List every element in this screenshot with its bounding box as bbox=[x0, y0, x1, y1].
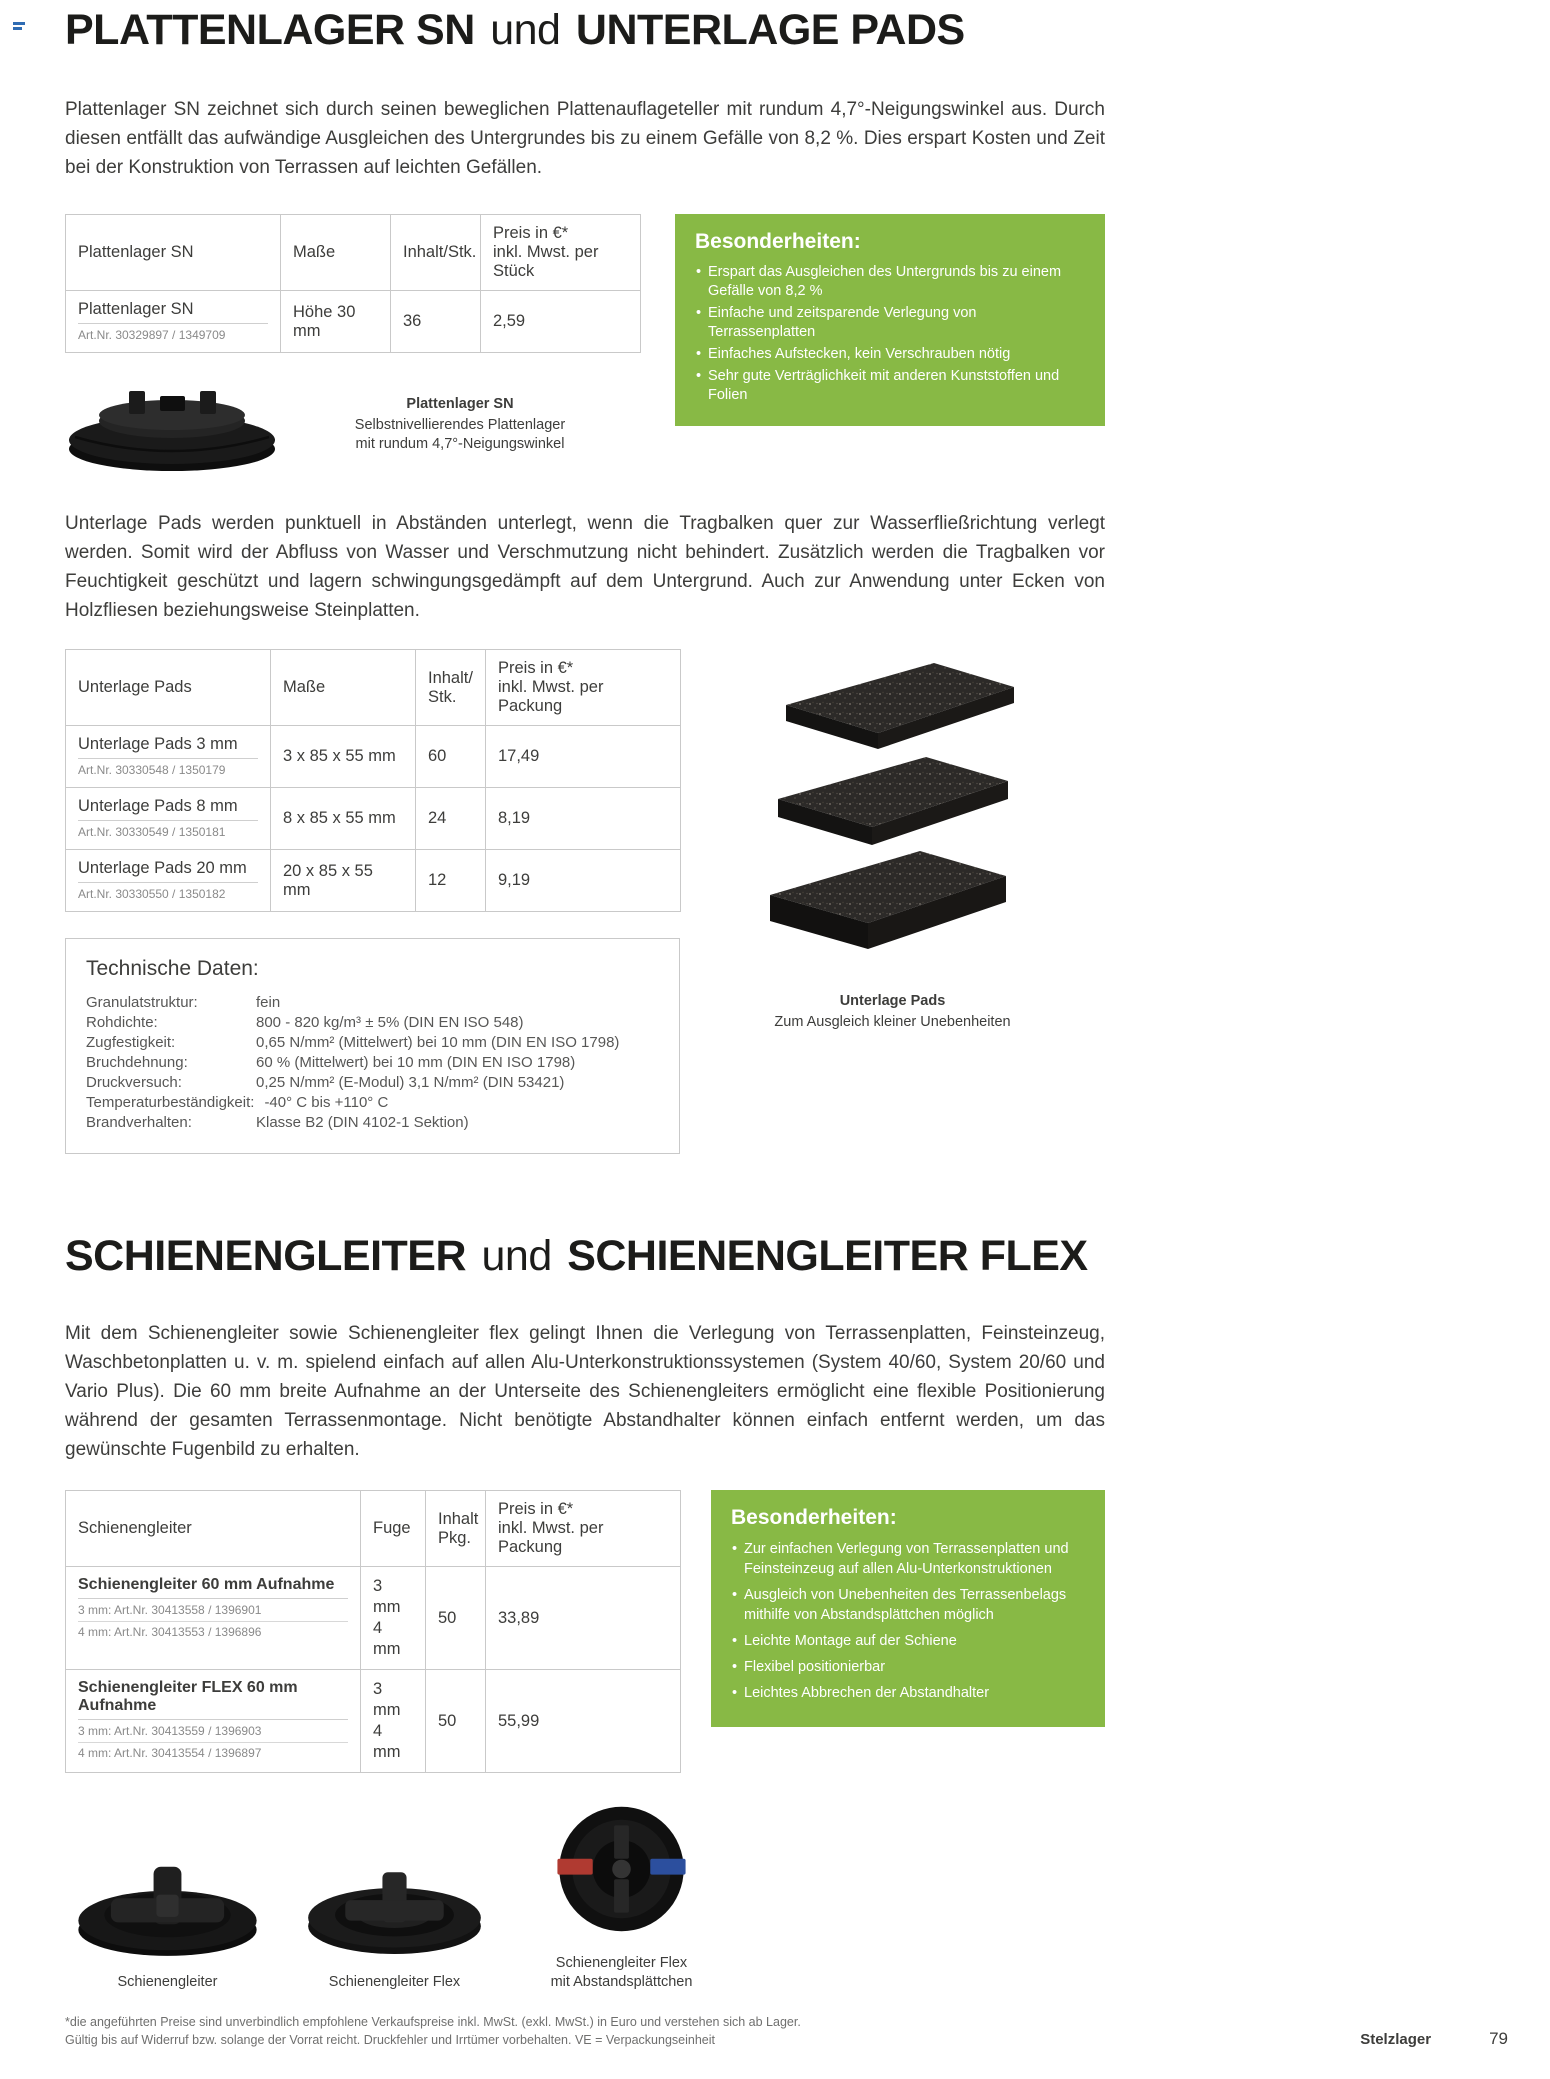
plattenlager-product-image bbox=[65, 369, 280, 479]
feature-item: • Leichte Montage auf der Schiene bbox=[731, 1631, 1085, 1651]
plattenlager-intro-paragraph: Plattenlager SN zeichnet sich durch seinen beweglichen Plattenauflageteller mit rundum 4,7°-Neigungswinkel aus. Durch diesen entfällt das aufwändige Ausgleichen des Untergrundes bis zu einem Gefälle von 8,2 %. Dies erspart Kosten und Zeit bei der Konstruktion von Terrassen auf leichten Gefällen. bbox=[65, 99, 1105, 179]
plattenlager-table bbox=[65, 214, 641, 353]
table-row bbox=[66, 788, 681, 850]
technische-daten-title: Technische Daten: bbox=[86, 957, 259, 981]
tech-label: Bruchdehnung: bbox=[86, 1054, 188, 1072]
page-info bbox=[1360, 2029, 1508, 2049]
table-row bbox=[66, 850, 681, 912]
product-artnr: Art.Nr. 30330549 / 1350181 bbox=[78, 825, 226, 840]
preis-cell: 17,49 bbox=[486, 726, 681, 788]
masse-cell: 8 x 85 x 55 mm bbox=[271, 788, 416, 850]
feature-item: • Flexibel positionierbar bbox=[731, 1657, 1085, 1677]
gallery-caption: Schienengleiter bbox=[117, 1974, 218, 1991]
gallery-caption-line: Schienengleiter Flex bbox=[555, 1955, 688, 1972]
title-strong-4: SCHIENENGLEITER FLEX bbox=[567, 1232, 1088, 1281]
caption-line: mit rundum 4,7°-Neigungswinkel bbox=[355, 435, 565, 452]
inhalt-cell: 24 bbox=[416, 788, 486, 850]
column-header-masse: Maße bbox=[281, 215, 391, 291]
schienengleiter-flex-image bbox=[297, 1846, 492, 1958]
column-header-preis bbox=[486, 650, 681, 726]
tech-row bbox=[86, 1053, 659, 1073]
fuge-value: 4 mm bbox=[373, 1619, 401, 1659]
column-header-product: Unterlage Pads bbox=[66, 650, 271, 726]
gallery-caption bbox=[519, 1954, 724, 1992]
plattenlager-left-column bbox=[65, 182, 640, 479]
besonderheiten-list bbox=[695, 263, 1085, 405]
tech-value: 0,65 N/mm² (Mittelwert) bei 10 mm (DIN EN ISO 1798) bbox=[256, 1034, 620, 1052]
inhalt-cell: 50 bbox=[426, 1567, 486, 1670]
caption-title: Unterlage Pads bbox=[839, 993, 946, 1010]
preis-header-line1: Preis in €* bbox=[498, 1500, 574, 1519]
schienengleiter-table bbox=[65, 1490, 681, 1773]
product-name: Schienengleiter 60 mm Aufnahme bbox=[78, 1576, 348, 1599]
pads-illustration bbox=[768, 661, 1018, 971]
preis-cell: 9,19 bbox=[486, 850, 681, 912]
table-header-row bbox=[66, 1491, 681, 1567]
preis-cell: 55,99 bbox=[486, 1670, 681, 1773]
product-artnr: 4 mm: Art.Nr. 30413553 / 1396896 bbox=[78, 1625, 262, 1640]
product-cell bbox=[66, 788, 271, 850]
inhalt-cell: 60 bbox=[416, 726, 486, 788]
pads-left-column bbox=[65, 649, 680, 1154]
tech-label: Brandverhalten: bbox=[86, 1114, 192, 1132]
tech-row bbox=[86, 1033, 659, 1053]
plattenlager-image-caption bbox=[280, 395, 640, 454]
gallery-item bbox=[519, 1799, 724, 1992]
column-header-fuge: Fuge bbox=[361, 1491, 426, 1567]
table-row bbox=[66, 1670, 681, 1773]
preis-cell: 2,59 bbox=[481, 291, 641, 353]
schienengleiter-flex-abstandsplaettchen-image bbox=[524, 1799, 719, 1939]
pads-right-column bbox=[680, 649, 1105, 1032]
product-cell bbox=[66, 726, 271, 788]
gallery-item bbox=[65, 1846, 270, 1992]
column-header-product: Plattenlager SN bbox=[66, 215, 281, 291]
footnote-line: *die angeführten Preise sind unverbindlich empfohlene Verkaufspreise inkl. MwSt. (exkl. MwSt.) in Euro und verstehen sich ab Lager. bbox=[65, 2015, 801, 2029]
tech-row bbox=[86, 1073, 659, 1093]
tech-row bbox=[86, 1093, 659, 1113]
plattenlager-product-strip bbox=[65, 369, 640, 479]
feature-item: • Erspart das Ausgleichen des Untergrunds bis zu einem Gefälle von 8,2 % bbox=[695, 263, 1085, 301]
column-header-inhalt bbox=[426, 1491, 486, 1567]
page-title-1 bbox=[65, 8, 1105, 53]
gallery-caption-line: mit Abstandsplättchen bbox=[550, 1974, 693, 1991]
masse-cell: 20 x 85 x 55 mm bbox=[271, 850, 416, 912]
inhalt-cell: 36 bbox=[391, 291, 481, 353]
product-name: Unterlage Pads 3 mm bbox=[78, 735, 258, 759]
column-header-preis bbox=[481, 215, 641, 291]
besonderheiten-title: Besonderheiten: bbox=[731, 1506, 897, 1530]
section-label: Stelzlager bbox=[1360, 2031, 1432, 2048]
page-marker-icon bbox=[13, 22, 25, 32]
preis-header-line2: inkl. Mwst. per Stück bbox=[493, 243, 599, 281]
product-artnr: 3 mm: Art.Nr. 30413558 / 1396901 bbox=[78, 1603, 348, 1622]
product-name: Unterlage Pads 8 mm bbox=[78, 797, 258, 821]
product-artnr: Art.Nr. 30330548 / 1350179 bbox=[78, 763, 226, 778]
table-row bbox=[66, 291, 641, 353]
inhalt-header-line2: Stk. bbox=[428, 687, 457, 706]
schienengleiter-row bbox=[65, 1490, 1105, 1773]
product-artnr: Art.Nr. 30330550 / 1350182 bbox=[78, 887, 226, 902]
title-connector-2: und bbox=[481, 1232, 552, 1281]
unterlage-pads-table bbox=[65, 649, 681, 912]
tech-value: 800 - 820 kg/m³ ± 5% (DIN EN ISO 548) bbox=[256, 1014, 524, 1032]
inhalt-header-line1: Inhalt/ bbox=[428, 668, 473, 687]
table-row bbox=[66, 1567, 681, 1670]
column-header-preis bbox=[486, 1491, 681, 1567]
feature-item: • Einfache und zeitsparende Verlegung von Terrassenplatten bbox=[695, 304, 1085, 342]
tech-label: Rohdichte: bbox=[86, 1014, 158, 1032]
inhalt-header-line2: Pkg. bbox=[438, 1528, 472, 1547]
gallery-item bbox=[292, 1846, 497, 1992]
column-header-inhalt bbox=[416, 650, 486, 726]
unterlage-pads-image bbox=[768, 661, 1018, 976]
preis-header-line1: Preis in €* bbox=[498, 659, 574, 678]
inhalt-cell: 50 bbox=[426, 1670, 486, 1773]
caption-line: Zum Ausgleich kleiner Unebenheiten bbox=[774, 1014, 1011, 1031]
page-title-2 bbox=[65, 1234, 1105, 1279]
feature-item: • Sehr gute Verträglichkeit mit anderen Kunststoffen und Folien bbox=[695, 367, 1085, 405]
tech-label: Granulatstruktur: bbox=[86, 994, 198, 1012]
fuge-cell bbox=[361, 1567, 426, 1670]
feature-item: • Leichtes Abbrechen der Abstandhalter bbox=[731, 1683, 1085, 1703]
title-strong-1: PLATTENLAGER SN bbox=[65, 6, 475, 54]
preis-cell: 33,89 bbox=[486, 1567, 681, 1670]
pedestal-illustration bbox=[65, 369, 280, 474]
pads-intro-paragraph: Unterlage Pads werden punktuell in Abständen unterlegt, wenn die Tragbalken quer zur Wasserfließrichtung verlegt werden. Somit wird der Abfluss von Wasser und Verschmutzung nicht behindert. Zusätzlich werden die Tragbalken vor Feuchtigkeit geschützt und lagern schwingungsgedämpft auf dem Untergrund. Auch zur Anwendung unter Ecken von Holzfliesen beziehungsweise Steinplatten. bbox=[65, 513, 1105, 622]
product-gallery bbox=[65, 1799, 765, 1992]
product-artnr: Art.Nr. 30329897 / 1349709 bbox=[78, 328, 226, 343]
plattenlager-row bbox=[65, 182, 1105, 479]
tech-row bbox=[86, 993, 659, 1013]
technische-daten-box bbox=[65, 938, 680, 1154]
title-connector-1: und bbox=[490, 6, 561, 54]
besonderheiten-title: Besonderheiten: bbox=[695, 230, 861, 254]
feature-item: • Einfaches Aufstecken, kein Verschrauben nötig bbox=[695, 345, 1085, 364]
tech-row bbox=[86, 1113, 659, 1133]
title-strong-3: SCHIENENGLEITER bbox=[65, 1232, 467, 1281]
caption-line: Selbstnivellierendes Plattenlager bbox=[354, 416, 566, 433]
tech-label: Druckversuch: bbox=[86, 1074, 182, 1092]
fuge-cell bbox=[361, 1670, 426, 1773]
besonderheiten-box-2 bbox=[711, 1490, 1105, 1727]
tech-value: 0,25 N/mm² (E-Modul) 3,1 N/mm² (DIN 53421) bbox=[256, 1074, 565, 1092]
fuge-value: 3 mm bbox=[373, 1680, 401, 1720]
price-footnotes bbox=[65, 2013, 801, 2049]
page-footer bbox=[65, 2013, 1508, 2049]
product-name: Schienengleiter FLEX 60 mm Aufnahme bbox=[78, 1679, 348, 1720]
product-artnr: 3 mm: Art.Nr. 30413559 / 1396903 bbox=[78, 1724, 348, 1743]
schienengleiter-intro-paragraph: Mit dem Schienengleiter sowie Schienengleiter flex gelingt Ihnen die Verlegung von Terrassenplatten, Feinsteinzeug, Waschbetonplatten u. v. m. spielend einfach auf allen Alu-Unterkonstruktionssystemen (System 40/60, System 20/60 und Vario Plus). Die 60 mm breite Aufnahme an der Unterseite des Schienengleiters ermöglicht eine flexible Positionierung während der gesamten Terrassenmontage. Nicht benötigte Abstandhalter können einfach entfernt werden, um das gewünschte Fugenbild zu erhalten. bbox=[65, 1323, 1105, 1461]
tech-value: fein bbox=[256, 994, 281, 1012]
tech-label: Temperaturbeständigkeit: bbox=[86, 1094, 255, 1112]
product-artnr: 4 mm: Art.Nr. 30413554 / 1396897 bbox=[78, 1746, 262, 1761]
masse-cell: Höhe 30 mm bbox=[281, 291, 391, 353]
table-header-row bbox=[66, 650, 681, 726]
tech-value: 60 % (Mittelwert) bei 10 mm (DIN EN ISO 1798) bbox=[256, 1054, 576, 1072]
preis-header-line1: Preis in €* bbox=[493, 224, 569, 243]
fuge-value: 3 mm bbox=[373, 1577, 401, 1617]
product-cell bbox=[66, 1670, 361, 1773]
besonderheiten-list bbox=[731, 1539, 1085, 1703]
table-row bbox=[66, 726, 681, 788]
preis-cell: 8,19 bbox=[486, 788, 681, 850]
column-header-masse: Maße bbox=[271, 650, 416, 726]
besonderheiten-box-1 bbox=[675, 214, 1105, 426]
footnote-line: Gültig bis auf Widerruf bzw. solange der Vorrat reicht. Druckfehler und Irrtümer vorbehalten. VE = Verpackungseinheit bbox=[65, 2033, 715, 2047]
tech-row bbox=[86, 1013, 659, 1033]
preis-header-line2: inkl. Mwst. per Packung bbox=[498, 1519, 604, 1557]
inhalt-cell: 12 bbox=[416, 850, 486, 912]
gallery-caption: Schienengleiter Flex bbox=[328, 1974, 461, 1991]
pads-image-caption bbox=[774, 992, 1010, 1032]
inhalt-header-line1: Inhalt bbox=[438, 1509, 479, 1528]
product-cell bbox=[66, 291, 281, 353]
column-header-product: Schienengleiter bbox=[66, 1491, 361, 1567]
product-name: Plattenlager SN bbox=[78, 300, 268, 324]
caption-title: Plattenlager SN bbox=[406, 395, 514, 412]
table-header-row bbox=[66, 215, 641, 291]
masse-cell: 3 x 85 x 55 mm bbox=[271, 726, 416, 788]
feature-item: • Ausgleich von Unebenheiten des Terrassenbelags mithilfe von Abstandsplättchen möglich bbox=[731, 1585, 1085, 1625]
schienengleiter-image bbox=[70, 1846, 265, 1958]
pads-row bbox=[65, 649, 1105, 1154]
preis-header-line2: inkl. Mwst. per Packung bbox=[498, 678, 604, 716]
tech-value: -40° C bis +110° C bbox=[264, 1094, 389, 1112]
page-content bbox=[65, 0, 1105, 1992]
title-strong-2: UNTERLAGE PADS bbox=[575, 6, 965, 54]
page-number: 79 bbox=[1489, 2029, 1508, 2048]
column-header-inhalt: Inhalt/Stk. bbox=[391, 215, 481, 291]
fuge-value: 4 mm bbox=[373, 1722, 401, 1762]
tech-value: Klasse B2 (DIN 4102-1 Sektion) bbox=[256, 1114, 469, 1132]
product-cell bbox=[66, 850, 271, 912]
product-cell bbox=[66, 1567, 361, 1670]
product-name: Unterlage Pads 20 mm bbox=[78, 859, 258, 883]
feature-item: • Zur einfachen Verlegung von Terrassenplatten und Feinsteinzeug auf allen Alu-Unterkonstruktionen bbox=[731, 1539, 1085, 1579]
tech-label: Zugfestigkeit: bbox=[86, 1034, 176, 1052]
